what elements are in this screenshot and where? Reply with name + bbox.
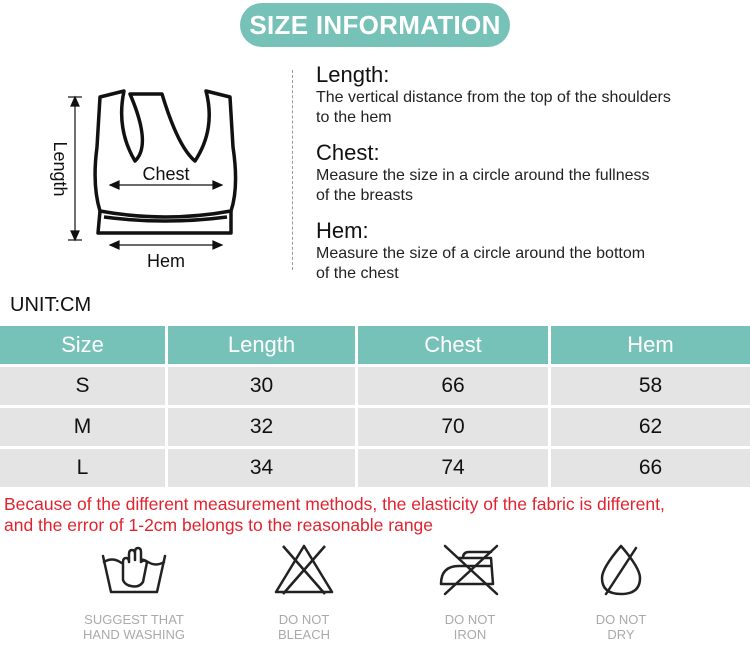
diagram-length-label: Length	[50, 141, 70, 197]
note-line: Because of the different measurement methods, the elasticity of the fabric is different,	[4, 494, 665, 514]
garment-diagram	[40, 85, 250, 275]
table-row	[0, 449, 750, 487]
table-cell: 66	[358, 367, 551, 405]
sports-bra-outline-icon	[40, 85, 250, 275]
table-cell: 70	[358, 408, 551, 446]
page-title: SIZE INFORMATION	[240, 3, 510, 47]
definition-text: of the breasts	[316, 187, 413, 204]
definition-text: to the hem	[316, 109, 392, 126]
care-no-bleach	[234, 540, 374, 642]
hand-wash-icon	[99, 540, 169, 600]
table-cell: M	[0, 408, 168, 446]
care-label: DO NOT	[595, 612, 647, 627]
measurement-definitions	[316, 62, 746, 296]
care-no-iron	[400, 540, 540, 642]
care-label: IRON	[453, 627, 487, 642]
definition-length	[316, 62, 746, 128]
table-cell: L	[0, 449, 168, 487]
care-label: DO NOT	[278, 612, 330, 627]
table-header-row	[0, 326, 750, 364]
column-header: Hem	[551, 326, 750, 364]
size-table	[0, 323, 750, 490]
note-line: and the error of 1-2cm belongs to the reasonable range	[4, 515, 434, 535]
care-label: DO NOT	[444, 612, 496, 627]
definition-title: Length:	[316, 62, 390, 87]
care-label: BLEACH	[277, 627, 331, 642]
definition-chest	[316, 140, 746, 206]
table-cell: 62	[551, 408, 750, 446]
care-label: SUGGEST THAT	[84, 612, 184, 627]
diagram-chest-label: Chest	[142, 164, 190, 184]
table-cell: 34	[168, 449, 358, 487]
definition-title: Chest:	[316, 140, 380, 165]
definition-title: Hem:	[316, 218, 369, 243]
no-bleach-icon	[269, 540, 339, 600]
definition-text: of the chest	[316, 265, 399, 282]
table-cell: 32	[168, 408, 358, 446]
definition-text: The vertical distance from the top of the shoulders	[316, 89, 671, 106]
table-cell: 74	[358, 449, 551, 487]
table-cell: S	[0, 367, 168, 405]
table-cell: 66	[551, 449, 750, 487]
table-cell: 58	[551, 367, 750, 405]
column-header: Chest	[358, 326, 551, 364]
no-dry-icon	[586, 540, 656, 600]
table-row	[0, 408, 750, 446]
column-header: Length	[168, 326, 358, 364]
care-hand-wash	[64, 540, 204, 642]
table-row	[0, 367, 750, 405]
no-iron-icon	[435, 540, 505, 600]
diagram-hem-label: Hem	[146, 251, 186, 271]
section-divider	[292, 70, 293, 270]
unit-label: UNIT:CM	[10, 294, 92, 316]
care-label: HAND WASHING	[82, 627, 186, 642]
measurement-note	[4, 494, 750, 536]
column-header: Size	[0, 326, 168, 364]
table-cell: 30	[168, 367, 358, 405]
care-no-dry	[551, 540, 691, 642]
care-label: DRY	[607, 627, 635, 642]
definition-text: Measure the size of a circle around the bottom	[316, 245, 646, 262]
definition-hem	[316, 218, 746, 284]
definition-text: Measure the size in a circle around the fullness	[316, 167, 650, 184]
